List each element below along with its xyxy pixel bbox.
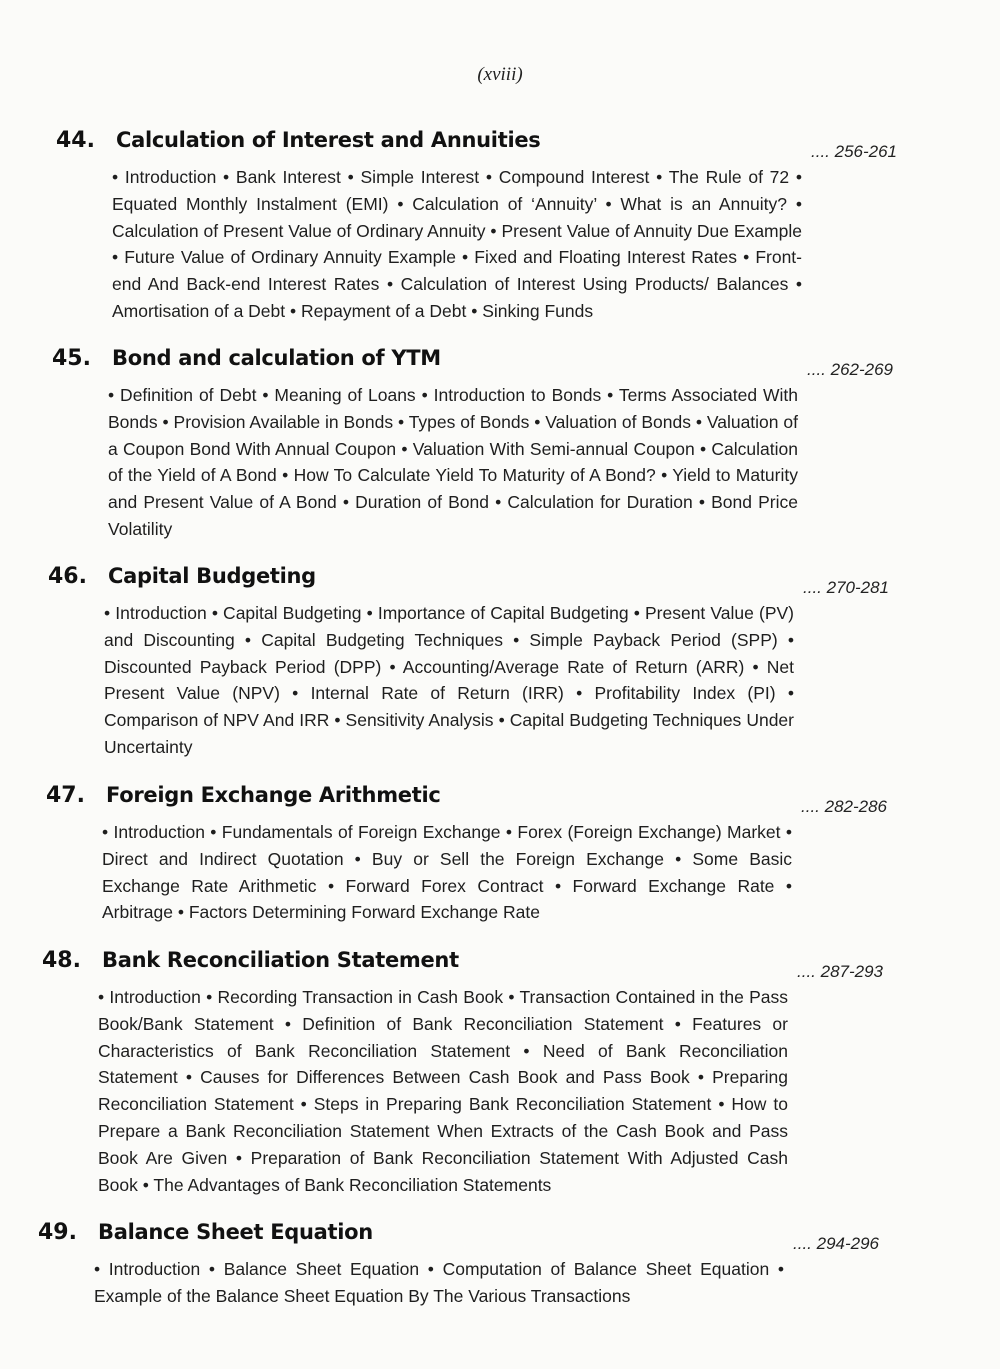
chapter-number: 46.: [48, 564, 87, 589]
chapter-48: [42, 948, 922, 1198]
chapter-number: 48.: [42, 948, 81, 973]
chapter-page-range: .... 270-281: [803, 578, 890, 597]
chapter-page-range: .... 287-293: [797, 962, 884, 981]
chapter-topics: • Introduction • Balance Sheet Equation • Computation of Balance Sheet Equation • Example of the Balance Sheet Equation By The Various Transactions: [94, 1259, 784, 1306]
chapter-page-range: .... 282-286: [801, 797, 888, 816]
chapter-page-range: .... 262-269: [807, 360, 894, 379]
chapter-number: 49.: [38, 1220, 77, 1245]
chapter-title: Bond and calculation of YTM: [112, 346, 441, 370]
chapter-heading: [46, 783, 926, 819]
chapter-topics: • Definition of Debt • Meaning of Loans • Introduction to Bonds • Terms Associated With Bonds • Provision Available in Bonds • Types of Bonds • Valuation of Bonds • Valuation of a Coupon Bond With Annual Coupon • Valuation With Semi-annual Coupon • Calculation of the Yield of A Bond • How To Calculate Yield To Maturity of A Bond? • Yield to Maturity and Present Value of A Bond • Duration of Bond • Calculation for Duration • Bond Price Volatility: [108, 385, 798, 539]
chapter-title: Calculation of Interest and Annuities: [116, 128, 541, 152]
chapter-page-range: .... 294-296: [793, 1234, 880, 1253]
chapter-title: Capital Budgeting: [108, 564, 316, 588]
chapter-topics: • Introduction • Capital Budgeting • Importance of Capital Budgeting • Present Value (PV) and Discounting • Capital Budgeting Techniques • Simple Payback Period (SPP) • Discounted Payback Period (DPP) • Accounting/Average Rate of Return (ARR) • Net Present Value (NPV) • Internal Rate of Return (IRR) • Profitability Index (PI) • Comparison of NPV And IRR • Sensitivity Analysis • Capital Budgeting Techniques Under Uncertainty: [104, 603, 794, 757]
chapter-47: [46, 783, 926, 926]
chapter-46: [48, 564, 928, 761]
chapter-topics: • Introduction • Fundamentals of Foreign Exchange • Forex (Foreign Exchange) Market • Direct and Indirect Quotation • Buy or Sell the Foreign Exchange • Some Basic Exchange Rate Arithmetic • Forward Forex Contract • Forward Exchange Rate • Arbitrage • Factors Determining Forward Exchange Rate: [102, 822, 792, 923]
chapter-45: [52, 346, 932, 543]
chapter-44: [56, 128, 936, 325]
chapter-heading: [42, 948, 922, 984]
chapter-topics: • Introduction • Bank Interest • Simple Interest • Compound Interest • The Rule of 72 • Equated Monthly Instalment (EMI) • Calculation of ‘Annuity’ • What is an Annuity? • Calculation of Present Value of Ordinary Annuity • Present Value of Annuity Due Example • Future Value of Ordinary Annuity Example • Fixed and Floating Interest Rates • Front-end And Back-end Interest Rates • Calculation of Interest Using Products/ Balances • Amortisation of a Debt • Repayment of a Debt • Sinking Funds: [112, 167, 802, 321]
chapter-title: Foreign Exchange Arithmetic: [106, 783, 441, 807]
chapter-number: 45.: [52, 346, 91, 371]
chapter-49: [38, 1220, 918, 1310]
chapter-heading: [56, 128, 936, 164]
chapter-heading: [38, 1220, 918, 1256]
chapter-title: Bank Reconciliation Statement: [102, 948, 459, 972]
chapter-title: Balance Sheet Equation: [98, 1220, 373, 1244]
chapter-number: 47.: [46, 783, 85, 808]
chapter-heading: [48, 564, 928, 600]
chapter-topics: • Introduction • Recording Transaction in Cash Book • Transaction Contained in the Pass Book/Bank Statement • Definition of Bank Reconciliation Statement • Features or Characteristics of Bank Reconciliation Statement • Need of Bank Reconciliation Statement • Causes for Differences Between Cash Book and Pass Book • Preparing Reconciliation Statement • Steps in Preparing Bank Reconciliation Statement • How to Prepare a Bank Reconciliation Statement When Extracts of the Cash Book and Pass Book Are Given • Preparation of Bank Reconciliation Statement With Adjusted Cash Book • The Advantages of Bank Reconciliation Statements: [98, 987, 788, 1195]
page-number: (xviii): [477, 64, 523, 85]
chapter-number: 44.: [56, 128, 95, 153]
chapter-page-range: .... 256-261: [811, 142, 898, 161]
chapter-heading: [52, 346, 932, 382]
